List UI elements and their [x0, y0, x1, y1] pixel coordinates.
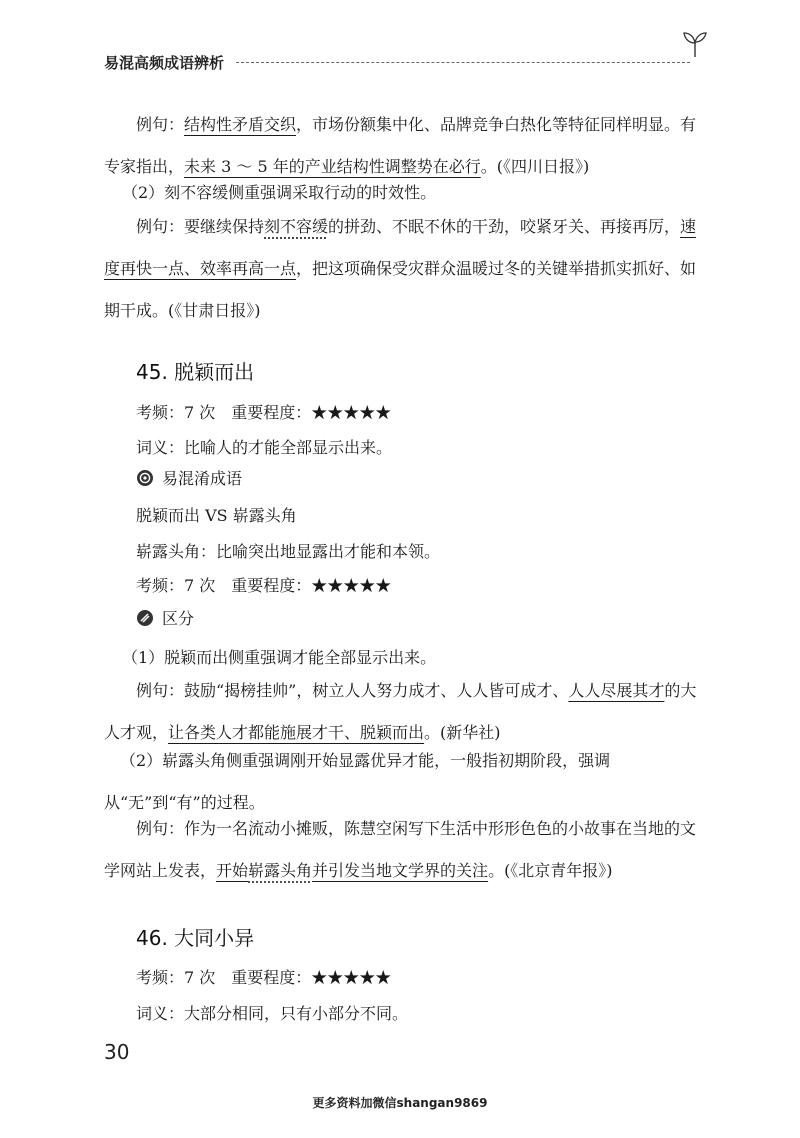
- difference-heading: [136, 606, 194, 629]
- example-sentence-2: [104, 206, 704, 332]
- example-source: ，把这项确保受灾群众温暖过冬的关键举措抓实抓好、如期干成。(《甘肃日报》): [104, 259, 697, 320]
- example-prefix: 例句：: [136, 115, 185, 134]
- underlined-phrase: 让各类人才都能施展才干、脱颖而出: [168, 723, 425, 742]
- sprout-icon: [682, 30, 708, 58]
- example-source: 。(《北京青年报》): [488, 861, 613, 880]
- example-prefix: 例句：作为一名流动小摊贩，陈慧空闲写下生活中形形色色的小故事在当地的文学网站上发表，: [104, 819, 697, 880]
- running-header: [104, 52, 704, 82]
- frequency-line: 考频：7 次 重要程度：★★★★★: [136, 403, 392, 422]
- confusable-heading: [136, 466, 242, 489]
- compare-badge-icon: [136, 609, 154, 627]
- example-text: 的拼劲、不眠不休的干劲，咬紧牙关、再接再厉，: [328, 217, 681, 236]
- example-source: 。(《四川日报》): [480, 157, 590, 176]
- page-number: 30: [104, 1040, 130, 1064]
- book-title: 易混高频成语辨析: [104, 54, 225, 72]
- entry-title-46: 46. 大同小异: [136, 926, 255, 950]
- meaning-line: 词义：比喻人的才能全部显示出来。: [136, 438, 393, 457]
- entry-title-45: 45. 脱颖而出: [136, 360, 255, 384]
- confusable-heading-label: 易混淆成语: [162, 469, 243, 488]
- example-source: 。(新华社): [424, 723, 501, 742]
- header-rule: [236, 62, 690, 63]
- emphasized-idiom: 崭露头角: [248, 861, 313, 880]
- underlined-phrase: 未来 3 ～ 5 年的产业结构性调整势在必行: [184, 157, 481, 176]
- alt-frequency: 考频：7 次 重要程度：★★★★★: [136, 576, 392, 595]
- example-prefix: 例句：鼓励“揭榜挂帅”，树立人人努力成才、人人皆可成才、: [136, 681, 569, 700]
- example-sentence-1: [104, 104, 704, 188]
- gear-badge-icon: [136, 469, 154, 487]
- example-prefix: 例句：要继续保持: [136, 217, 265, 236]
- underlined-phrase: 开始: [216, 861, 249, 880]
- example-text: ，市场份额集中化、品牌竞争白热化等特征同样明显。有专家指出，: [104, 115, 697, 176]
- frequency-line: 考频：7 次 重要程度：★★★★★: [136, 968, 392, 987]
- emphasized-idiom: 刻不容缓: [264, 217, 329, 236]
- underlined-phrase: 结构性矛盾交织: [184, 115, 297, 134]
- footer-note: 更多资料加微信shangan9869: [312, 1096, 488, 1110]
- idiom-pair: 脱颖而出 VS 崭露头角: [136, 506, 297, 525]
- difference-heading-label: 区分: [162, 609, 195, 628]
- example-sentence-4: [104, 808, 704, 892]
- underlined-phrase: 人人尽展其才: [568, 681, 665, 700]
- difference-1: （1）脱颖而出侧重强调才能全部显示出来。: [122, 648, 437, 667]
- underlined-phrase: 并引发当地文学界的关注: [312, 861, 489, 880]
- meaning-2: （2）刻不容缓侧重强调采取行动的时效性。: [122, 183, 437, 202]
- difference-2-text: （2）崭露头角侧重强调刚开始显露优异才能，一般指初期阶段，强调从“无”到“有”的过程。: [104, 751, 611, 812]
- meaning-line: 词义：大部分相同，只有小部分不同。: [136, 1004, 409, 1023]
- alt-meaning: 崭露头角：比喻突出地显露出才能和本领。: [136, 542, 441, 561]
- example-text: 的大人才观，: [104, 681, 697, 742]
- underlined-phrase: 速度再快一点、效率再高一点: [104, 217, 697, 278]
